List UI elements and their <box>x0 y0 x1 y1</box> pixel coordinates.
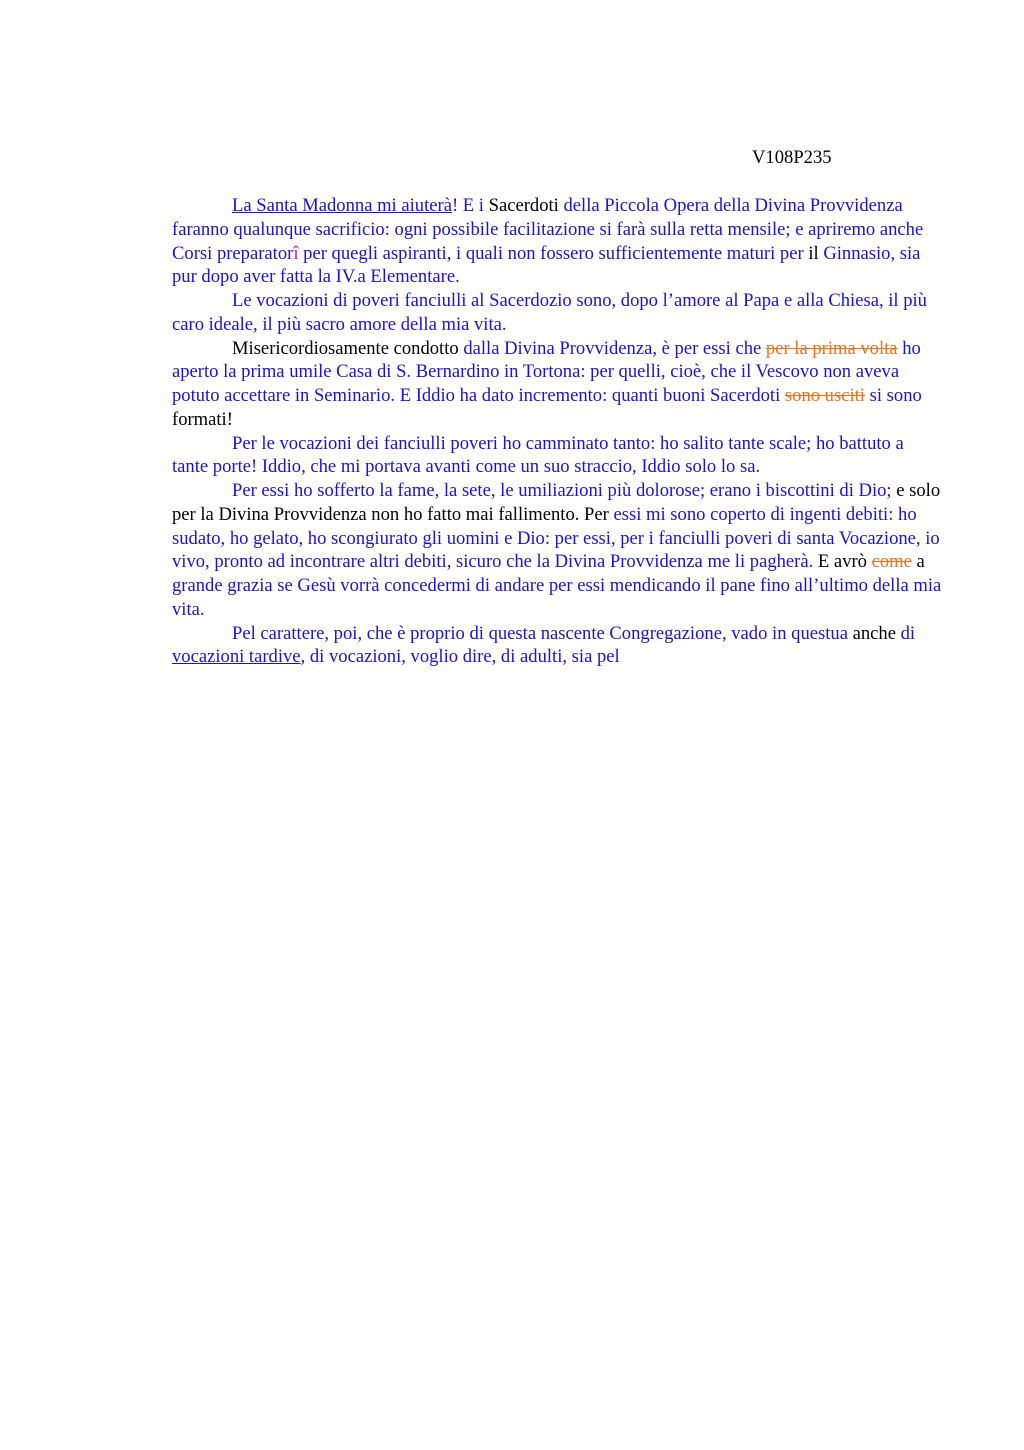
revised-text: si sono <box>864 385 922 406</box>
revised-text: , di vocazioni, voglio dire, di adulti, sia pel <box>300 646 620 668</box>
underlined-text: vocazioni tardive <box>172 646 301 668</box>
paragraph <box>172 289 942 337</box>
paragraph <box>172 194 942 289</box>
document-body <box>172 194 942 669</box>
revised-text: Per le vocazioni dei fanciulli poveri ho camminato tanto: ho salito tante scale; ho battuto a tante porte! Iddio, che mi portava avanti come un suo straccio, Iddio solo lo sa. <box>172 432 904 478</box>
revised-text: essi mi sono coperto di ingenti debiti: ho sudato, ho gelato, ho scongiurato gli uomini e Dio: per essi, per i fanciulli poveri di santa Vocazione, io vivo, pronto ad incontrare altri debiti, sicuro che la Divina Provvidenza me li pagherà. <box>172 503 940 573</box>
revised-text: di <box>900 622 916 644</box>
deleted-text: sono usciti <box>784 385 865 406</box>
original-text: il <box>808 242 819 264</box>
paragraph <box>172 432 942 480</box>
page-id: V108P235 <box>752 147 832 168</box>
paragraph <box>172 337 942 432</box>
original-text: a <box>911 551 925 573</box>
original-text: E avrò <box>813 551 872 573</box>
revised-text: dalla Divina Provvidenza, è per essi che <box>463 337 766 359</box>
revised-text: ! E i <box>451 195 489 216</box>
paragraph <box>172 479 942 622</box>
revised-text: Le vocazioni di poveri fanciulli al Sacerdozio sono, dopo l’amore al Papa e alla Chiesa, il più caro ideale, il più sacro amore della mia vita. <box>172 290 927 335</box>
revised-text: Per essi ho sofferto la fame, la sete, le umiliazioni più dolorose; erano i biscottini di Dio; <box>232 480 892 501</box>
revised-text: ho aperto la prima umile Casa di S. Bernardino in Tortona: per quelli, cioè, che il Vescovo non aveva potuto accettare in Seminario. E Iddio ha dato incremento: quanti buoni Sacerdoti <box>172 337 921 406</box>
paragraph <box>172 622 942 670</box>
revised-text: della Piccola Opera della Divina Provvidenza faranno qualunque sacrificio: ogni possibile facilitazione si farà sulla retta mensile; e apriremo anche Corsi preparator <box>172 195 924 264</box>
original-text: Sacerdoti <box>488 195 559 216</box>
revised-text: grande grazia se Gesù vorrà concedermi di andare per essi mendicando il pane fino all’ultimo della mia vita. <box>172 575 942 620</box>
deleted-text: per la prima volta <box>765 337 898 359</box>
original-text: Misericordiosamente condotto <box>232 337 464 359</box>
accent-mark: î <box>293 242 299 264</box>
original-text: anche <box>852 622 901 644</box>
original-text: e solo per la Divina Provvidenza non ho fatto mai fallimento. Per <box>172 480 941 525</box>
revised-text: Ginnasio, sia pur dopo aver fatta la IV.a Elementare. <box>172 242 921 288</box>
deleted-text: come <box>871 551 912 573</box>
underlined-text: La Santa Madonna mi aiuterà <box>232 195 452 216</box>
original-text: formati! <box>172 408 233 430</box>
revised-text: per quegli aspiranti, i quali non fossero sufficientemente maturi per <box>298 242 809 264</box>
revised-text: Pel carattere, poi, che è proprio di questa nascente Congregazione, vado in questua <box>232 622 853 644</box>
